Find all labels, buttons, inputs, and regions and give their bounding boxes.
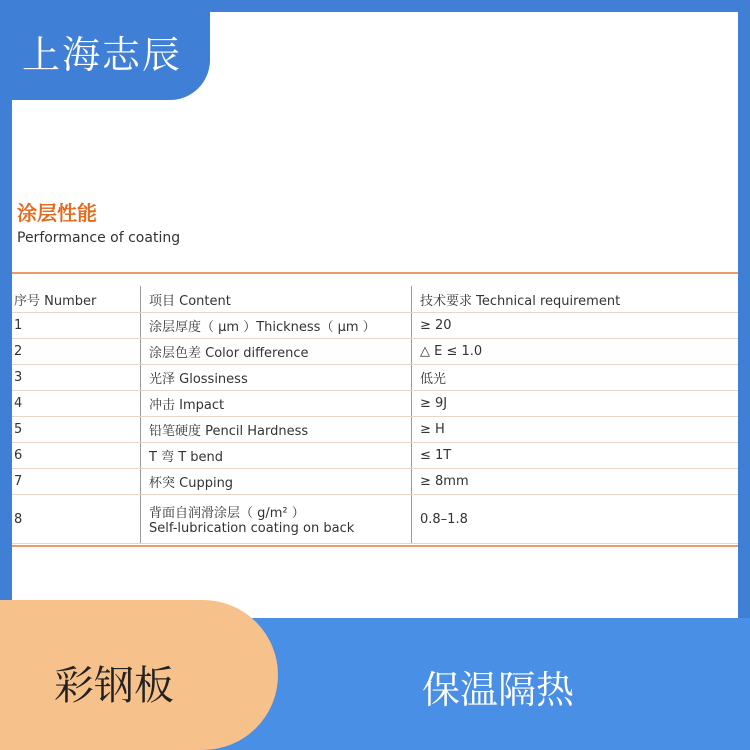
row-number: 3 <box>12 365 141 391</box>
header-number: 序号 Number <box>12 286 141 313</box>
row-content: 杯突 Cupping <box>141 469 412 495</box>
row-content: 涂层色差 Color difference <box>141 339 412 365</box>
row-requirement: ≥ 9J <box>412 391 739 417</box>
row-requirement: 低光 <box>412 365 739 391</box>
header-content: 项目 Content <box>141 286 412 313</box>
row-number: 8 <box>12 495 141 544</box>
row-content <box>141 495 412 544</box>
section-title-cn: 涂层性能 <box>17 201 97 225</box>
product-name: 彩钢板 <box>54 663 174 709</box>
table-row <box>12 417 738 443</box>
header-requirement: 技术要求 Technical requirement <box>412 286 739 313</box>
table-row <box>12 443 738 469</box>
coating-performance-table <box>12 286 738 544</box>
row-content: 涂层厚度（ μm ）Thickness（ μm ） <box>141 313 412 339</box>
row-number: 7 <box>12 469 141 495</box>
table-row <box>12 495 738 544</box>
table-row <box>12 391 738 417</box>
section-title-en: Performance of coating <box>17 230 181 246</box>
row-requirement: ≥ 8mm <box>412 469 739 495</box>
table-row <box>12 313 738 339</box>
row-number: 6 <box>12 443 141 469</box>
table-header-row <box>12 286 738 313</box>
row-number: 5 <box>12 417 141 443</box>
table-row <box>12 469 738 495</box>
row-requirement: △ E ≤ 1.0 <box>412 339 739 365</box>
table-row <box>12 339 738 365</box>
row-content-en: Self-lubrication coating on back <box>149 521 355 536</box>
row-content: 光泽 Glossiness <box>141 365 412 391</box>
row-number: 4 <box>12 391 141 417</box>
row-number: 1 <box>12 313 141 339</box>
row-requirement: 0.8–1.8 <box>412 495 739 544</box>
table-row <box>12 365 738 391</box>
brand-badge <box>0 0 210 100</box>
table-top-rule <box>12 272 738 274</box>
row-content: T 弯 T bend <box>141 443 412 469</box>
brand-name: 上海志辰 <box>22 33 183 77</box>
product-pill <box>0 600 278 750</box>
row-number: 2 <box>12 339 141 365</box>
row-content: 铅笔硬度 Pencil Hardness <box>141 417 412 443</box>
row-content-cn: 背面自润滑涂层（ g/m² ） <box>149 506 305 521</box>
slogan-text: 保温隔热 <box>422 668 575 712</box>
row-requirement: ≤ 1T <box>412 443 739 469</box>
row-requirement: ≥ H <box>412 417 739 443</box>
table-bottom-rule <box>12 545 738 547</box>
row-requirement: ≥ 20 <box>412 313 739 339</box>
row-content: 冲击 Impact <box>141 391 412 417</box>
